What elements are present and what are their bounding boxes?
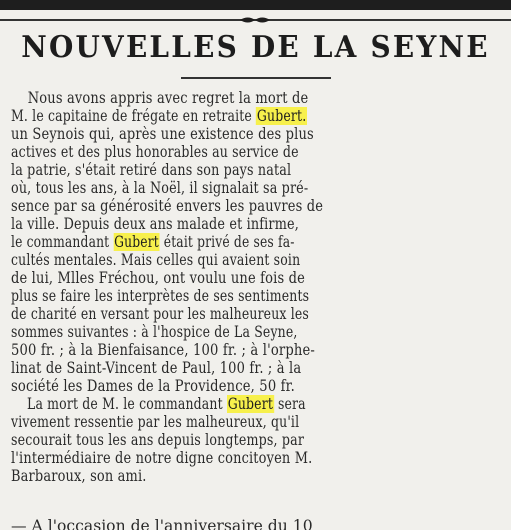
article-line — [11, 89, 420, 107]
line-text: vivement ressentie par les malheureux, qu'il — [11, 413, 300, 431]
article-line — [11, 467, 418, 485]
line-text: secourait tous les ans depuis longtemps, par — [11, 431, 305, 449]
article-line — [11, 323, 403, 341]
article-line — [11, 305, 403, 323]
article-line — [11, 341, 423, 359]
line-text: La mort de M. le commandant — [27, 395, 227, 413]
line-text: de lui, Mlles Fréchou, ont voulu une fois de — [11, 269, 306, 287]
line-text: un Seynois qui, après une existence des plus — [11, 125, 314, 143]
article-line — [11, 251, 403, 269]
article-line — [11, 359, 420, 377]
ornament-divider-icon — [240, 13, 270, 27]
article-line — [11, 125, 420, 143]
article-line — [11, 161, 410, 179]
line-text: cultés mentales. Mais celles qui avaient soin — [11, 251, 301, 269]
headline-rule — [181, 77, 331, 79]
next-paragraph-cut-line: — A l'occasion de l'anniversaire du 10 — [11, 517, 313, 530]
line-text: le commandant — [11, 233, 114, 251]
line-text: sera — [273, 395, 306, 413]
highlighted-name: Gubert — [227, 395, 274, 413]
article-line — [11, 377, 423, 395]
line-text: plus se faire les interprètes de ses sentiments — [11, 287, 310, 305]
article-line — [11, 233, 398, 251]
line-text: de charité en versant pour les malheureux les — [11, 305, 309, 323]
line-text: Nous avons appris avec regret la mort de — [27, 89, 309, 107]
line-text: sence par sa générosité envers les pauvres de — [11, 197, 324, 215]
line-text: 500 fr. ; à la Bienfaisance, 100 fr. ; à l'orphe- — [11, 341, 316, 359]
article-line — [11, 179, 410, 197]
article-line — [11, 143, 405, 161]
line-text: M. le capitaine de frégate en retraite — [11, 107, 257, 125]
article-headline: NOUVELLES DE LA SEYNE — [21, 30, 490, 65]
line-text: sommes suivantes : à l'hospice de La Seyne, — [11, 323, 298, 341]
line-text: était privé de ses fa- — [159, 233, 295, 251]
line-text: la patrie, s'était retiré dans son pays natal — [11, 161, 292, 179]
article-body — [11, 89, 501, 485]
article-line — [11, 269, 420, 287]
line-text: linat de Saint-Vincent de Paul, 100 fr. ; à la — [11, 359, 302, 377]
article-line — [11, 413, 403, 431]
article-line — [11, 107, 403, 125]
article-line — [11, 197, 420, 215]
article-line — [11, 215, 413, 233]
article-line — [11, 395, 403, 413]
article-line — [11, 287, 403, 305]
line-text: actives et des plus honorables au service de — [11, 143, 299, 161]
line-text: société les Dames de la Providence, 50 fr. — [11, 377, 295, 395]
article-line — [11, 431, 408, 449]
line-text: l'intermédiaire de notre digne concitoyen M. — [11, 449, 313, 467]
line-text: Barbaroux, son ami. — [11, 467, 147, 485]
highlighted-name: Gubert. — [256, 107, 307, 125]
top-black-band — [0, 0, 511, 10]
line-text: où, tous les ans, à la Noël, il signalait sa pré- — [11, 179, 309, 197]
highlighted-name: Gubert — [114, 233, 159, 251]
line-text: la ville. Depuis deux ans malade et infirme, — [11, 215, 299, 233]
article-line — [11, 449, 418, 467]
